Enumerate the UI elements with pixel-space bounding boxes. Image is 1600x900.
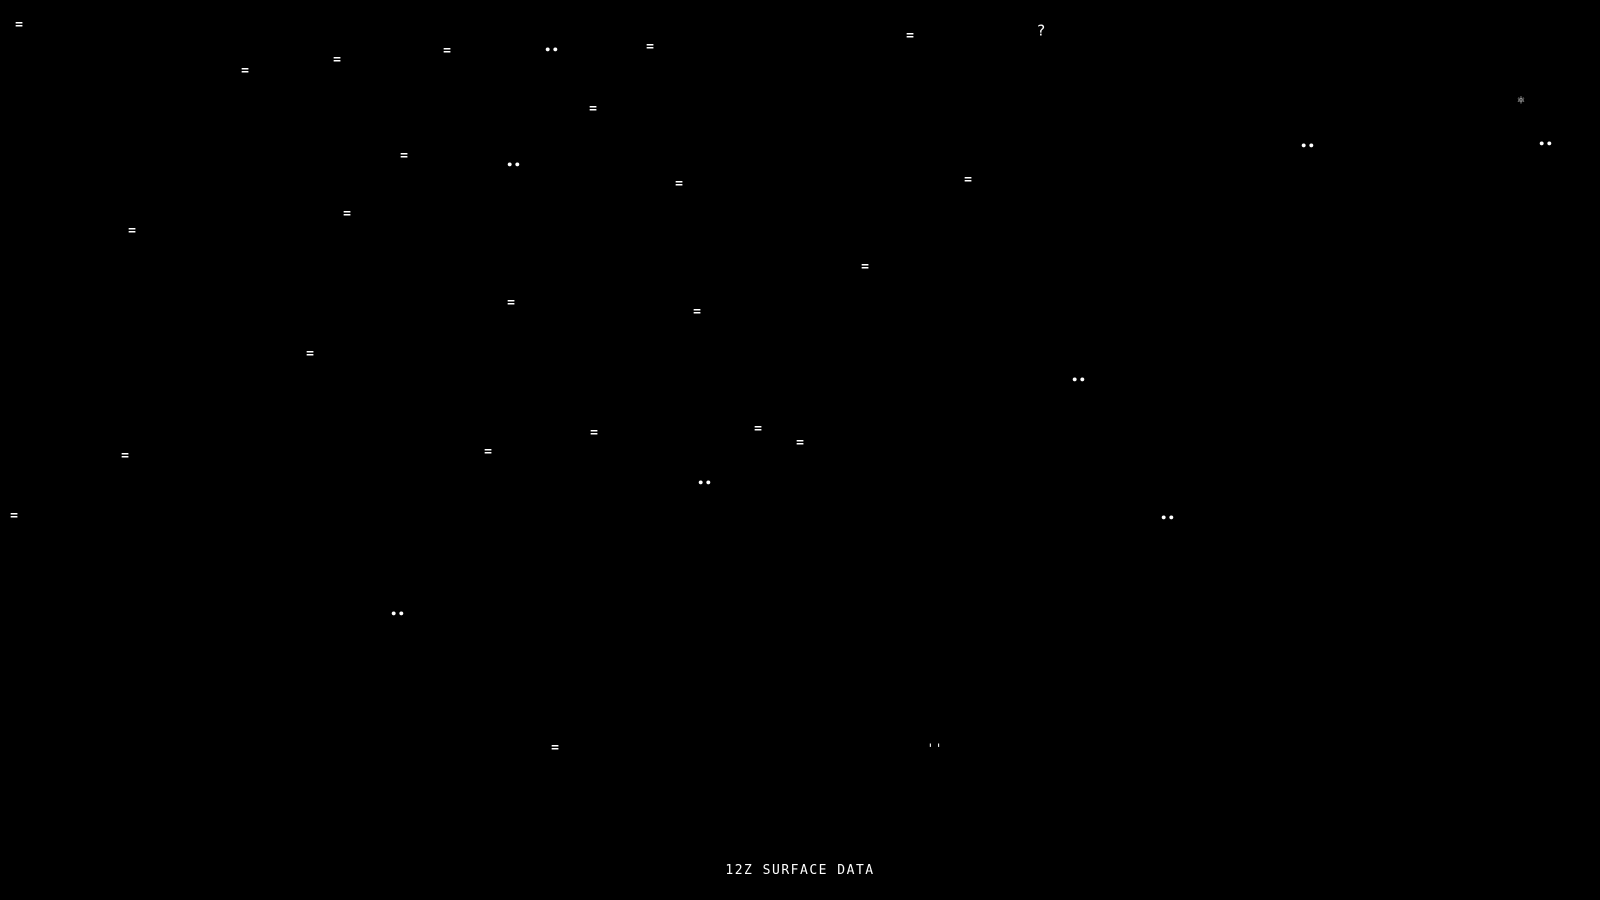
- station-symbol-mist: ••: [1071, 373, 1087, 387]
- station-symbol-fog: =: [754, 421, 762, 437]
- map-title: 12Z SURFACE DATA: [725, 863, 875, 878]
- station-symbol-mist: ••: [390, 607, 406, 621]
- station-symbol-mist: ••: [1300, 139, 1316, 153]
- station-symbol-fog: =: [121, 448, 129, 464]
- station-symbol-fog: =: [306, 346, 314, 362]
- station-symbol-fog: =: [333, 52, 341, 68]
- station-symbol-fog: =: [241, 63, 249, 79]
- station-symbol-mist: ••: [544, 43, 560, 57]
- station-symbol-fog: =: [128, 223, 136, 239]
- station-symbol-fog: =: [906, 28, 914, 44]
- station-symbol-fog: =: [15, 17, 23, 33]
- station-symbol-mist: ••: [1160, 511, 1176, 525]
- station-symbol-fog: =: [590, 425, 598, 441]
- station-symbol-mist: ••: [506, 158, 522, 172]
- station-symbol-fog: =: [507, 295, 515, 311]
- station-symbol-drizzle: '': [926, 741, 944, 756]
- station-symbol-thunder: ?: [1036, 21, 1046, 40]
- station-symbol-fog: =: [589, 101, 597, 117]
- station-symbol-fog: =: [400, 148, 408, 164]
- station-symbol-fog: =: [551, 740, 559, 756]
- station-symbol-fog: =: [646, 39, 654, 55]
- station-symbol-fog: =: [443, 43, 451, 59]
- station-symbol-fog: =: [10, 508, 18, 524]
- station-symbol-fog: =: [484, 444, 492, 460]
- station-symbol-fog: =: [861, 259, 869, 275]
- station-symbol-fog: =: [964, 172, 972, 188]
- station-symbol-smoke: ⚛: [1517, 92, 1525, 107]
- station-symbol-fog: =: [796, 435, 804, 451]
- station-symbol-mist: ••: [1538, 137, 1554, 151]
- station-symbol-mist: ••: [697, 476, 713, 490]
- station-symbol-fog: =: [675, 176, 683, 192]
- station-symbol-fog: =: [343, 206, 351, 222]
- station-symbol-fog: =: [693, 304, 701, 320]
